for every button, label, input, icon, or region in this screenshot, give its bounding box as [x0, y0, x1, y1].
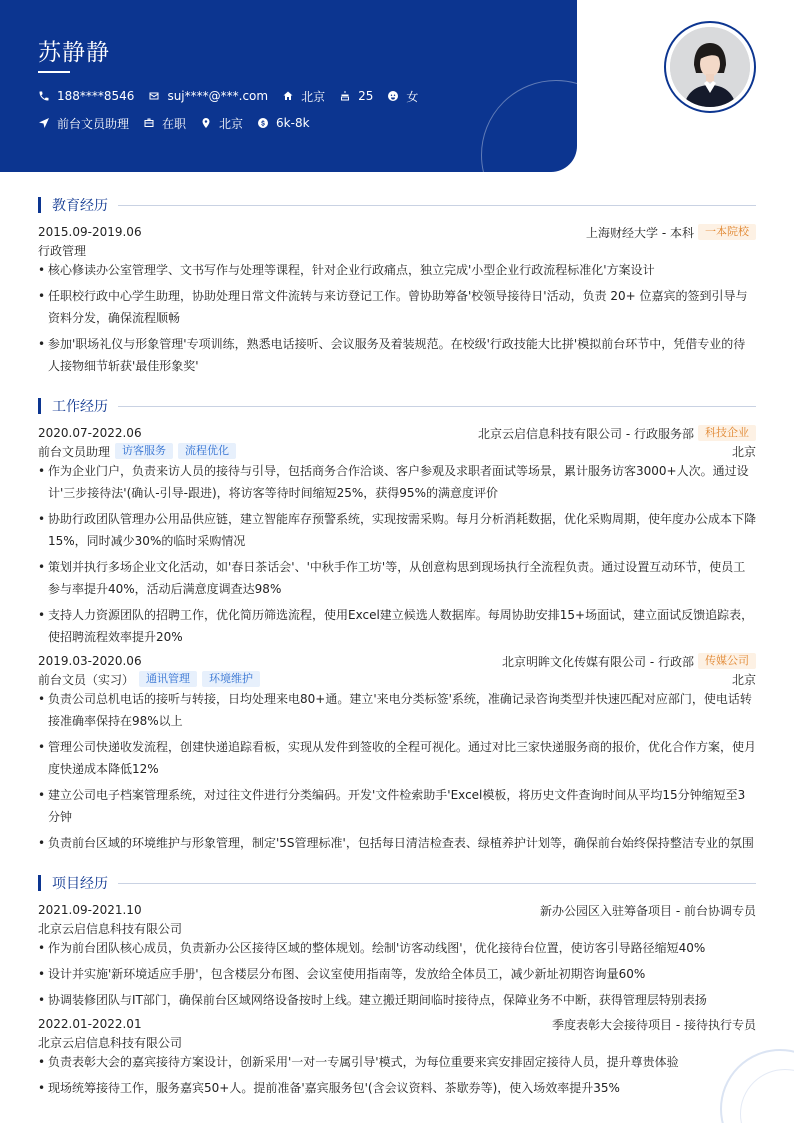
coin-icon: [257, 117, 269, 129]
portrait-icon: [670, 27, 750, 107]
education-major-row: [38, 241, 756, 259]
education-bullet: • 核心修读办公室管理学、文书写作与处理等课程，针对企业行政痛点，独立完成'小型企业行政流程标准化'方案设计: [38, 259, 756, 281]
work-city: 北京: [731, 672, 756, 687]
section-divider: [118, 406, 756, 407]
work-bullet: • 策划并执行多场企业文化活动，如'春日茶话会'、'中秋手作工坊'等，从创意构思到现场执行全流程负责。通过设置互动环节，使员工参与率提升40%，活动后满意度调查达98%: [38, 556, 756, 600]
name-underline: [38, 71, 70, 73]
project-title: 季度表彰大会接待项目 - 接待执行专员: [552, 1017, 756, 1032]
project-company: 北京云启信息科技有限公司: [38, 921, 183, 936]
job-intent-row: [38, 115, 324, 131]
salary-text: 6k-8k: [276, 116, 310, 130]
project-company: 北京云启信息科技有限公司: [38, 1035, 183, 1050]
section-work: [38, 397, 756, 415]
work-bullet: • 负责公司总机电话的接听与转接，日均处理来电80+通。建立'来电分类标签'系统，准确记录咨询类型并快速匹配对应部门，使电话转接准确率保持在98%以上: [38, 688, 756, 732]
mail-icon: [148, 90, 160, 102]
work-bullet: • 管理公司快递收发流程，创建快递追踪看板，实现从发件到签收的全程可视化。通过对比三家快递服务商的报价，优化合作方案，使月度快递成本降低12%: [38, 736, 756, 780]
target-city-text: 北京: [219, 116, 244, 131]
send-icon: [38, 117, 50, 129]
work-bullet: • 协助行政团队管理办公用品供应链，建立智能库存预警系统，实现按需采购。每月分析消耗数据，优化采购周期，使年度办公成本下降15%，同时减少30%的临时采购情况: [38, 508, 756, 552]
project-header: [38, 901, 756, 919]
school-tag: 一本院校: [698, 224, 756, 240]
city-item: [282, 88, 325, 104]
phone-item: [38, 88, 134, 104]
project-company-row: [38, 919, 756, 937]
work-role-row: [38, 670, 756, 688]
status-text: 在职: [162, 116, 187, 131]
section-divider: [118, 205, 756, 206]
education-date: 2015.09-2019.06: [38, 225, 142, 239]
skill-tag: 访客服务: [115, 443, 173, 459]
city-text: 北京: [301, 89, 326, 104]
work-header: [38, 424, 756, 442]
company-tag: 科技企业: [698, 425, 756, 441]
project-bullet: • 协调装修团队与IT部门，确保前台区域网络设备按时上线。建立搬迁期间临时接待点，保障业务不中断，获得管理层特别表扬: [38, 989, 756, 1011]
work-role: 前台文员（实习）: [38, 672, 135, 687]
home-icon: [282, 90, 294, 102]
project-bullet: • 设计并实施'新环境适应手册'，包含楼层分布图、会议室使用指南等，发放给全体员工，减少新址初期咨询量60%: [38, 963, 756, 985]
avatar-frame: [664, 21, 756, 113]
work-role: 前台文员助理: [38, 444, 111, 459]
section-divider: [118, 883, 756, 884]
candidate-name: 苏静静: [38, 40, 110, 66]
contact-row: [38, 88, 432, 104]
age-item: [339, 88, 373, 104]
project-bullet: • 现场统筹接待工作，服务嘉宾50+人。提前准备'嘉宾服务包'(含会议资料、茶歇券等)，使入场效率提升35%: [38, 1077, 756, 1099]
work-city: 北京: [731, 444, 756, 459]
phone-icon: [38, 90, 50, 102]
company-tag: 传媒公司: [698, 653, 756, 669]
work-date: 2020.07-2022.06: [38, 426, 142, 440]
gender-text: 女: [406, 89, 419, 104]
project-header: [38, 1015, 756, 1033]
section-title-work: 工作经历: [52, 399, 108, 415]
section-bar: [38, 398, 41, 414]
project-date: 2021.09-2021.10: [38, 903, 142, 917]
email-item: [148, 88, 268, 104]
target-job-text: 前台文员助理: [57, 116, 130, 131]
cake-icon: [339, 90, 351, 102]
section-education: [38, 196, 756, 214]
work-header: [38, 652, 756, 670]
section-bar: [38, 197, 41, 213]
location-icon: [200, 117, 212, 129]
briefcase-icon: [143, 117, 155, 129]
skill-tag: 通讯管理: [139, 671, 197, 687]
education-bullet: • 任职校行政中心学生助理，协助处理日常文件流转与来访登记工作。曾协助筹备'校领导接待日'活动，负责 20+ 位嘉宾的签到引导与资料分发，确保流程顺畅: [38, 285, 756, 329]
work-bullet: • 建立公司电子档案管理系统，对过往文件进行分类编码。开发'文件检索助手'Excel模板，将历史文件查询时间从平均15分钟缩短至3分钟: [38, 784, 756, 828]
phone-text: 188****8546: [57, 89, 135, 103]
target-city-item: [200, 115, 243, 131]
project-title: 新办公园区入驻筹备项目 - 前台协调专员: [540, 903, 756, 918]
work-company: 北京云启信息科技有限公司 - 行政服务部: [478, 426, 694, 441]
education-major: 行政管理: [38, 243, 87, 258]
header-banner: [0, 0, 577, 172]
gender-item: [387, 88, 418, 104]
target-job-item: [38, 115, 129, 131]
email-text: suj****@***.com: [167, 89, 269, 103]
project-date: 2022.01-2022.01: [38, 1017, 142, 1031]
section-title-project: 项目经历: [52, 876, 108, 892]
avatar: [670, 27, 750, 107]
section-title-education: 教育经历: [52, 198, 108, 214]
status-item: [143, 115, 186, 131]
section-bar: [38, 875, 41, 891]
work-role-row: [38, 442, 756, 460]
work-bullet: • 作为企业门户，负责来访人员的接待与引导，包括商务合作洽谈、客户参观及求职者面试等场景，累计服务访客3000+人次。通过设计'三步接待法'(确认-引导-跟进)，将访客等待时间缩短25%，获得95%的满意度评价: [38, 460, 756, 504]
skill-tag: 流程优化: [178, 443, 236, 459]
skill-tag: 环境维护: [202, 671, 260, 687]
gender-icon: [387, 90, 399, 102]
education-header: [38, 223, 756, 241]
work-bullet: • 负责前台区域的环境维护与形象管理，制定'5S管理标准'，包括每日清洁检查表、绿植养护计划等，确保前台始终保持整洁专业的氛围: [38, 832, 756, 854]
work-date: 2019.03-2020.06: [38, 654, 142, 668]
education-bullet: • 参加'职场礼仪与形象管理'专项训练，熟悉电话接听、会议服务及着装规范。在校级'行政技能大比拼'模拟前台环节中，凭借专业的待人接物细节斩获'最佳形象奖': [38, 333, 756, 377]
project-company-row: [38, 1033, 756, 1051]
work-company: 北京明眸文化传媒有限公司 - 行政部: [502, 654, 694, 669]
decorative-circle: [481, 80, 577, 172]
project-bullet: • 负责表彰大会的嘉宾接待方案设计，创新采用'一对一专属引导'模式，为每位重要来宾安排固定接待人员，提升尊贵体验: [38, 1051, 756, 1073]
age-text: 25: [358, 89, 374, 103]
project-bullet: • 作为前台团队核心成员，负责新办公区接待区域的整体规划。绘制'访客动线图'，优化接待台位置，使访客引导路径缩短40%: [38, 937, 756, 959]
salary-item: [257, 115, 310, 131]
section-project: [38, 874, 756, 892]
education-school: 上海财经大学 - 本科: [586, 225, 694, 240]
work-bullet: • 支持人力资源团队的招聘工作，优化简历筛选流程，使用Excel建立候选人数据库。每周协助安排15+场面试，建立面试反馈追踪表，使招聘流程效率提升20%: [38, 604, 756, 648]
